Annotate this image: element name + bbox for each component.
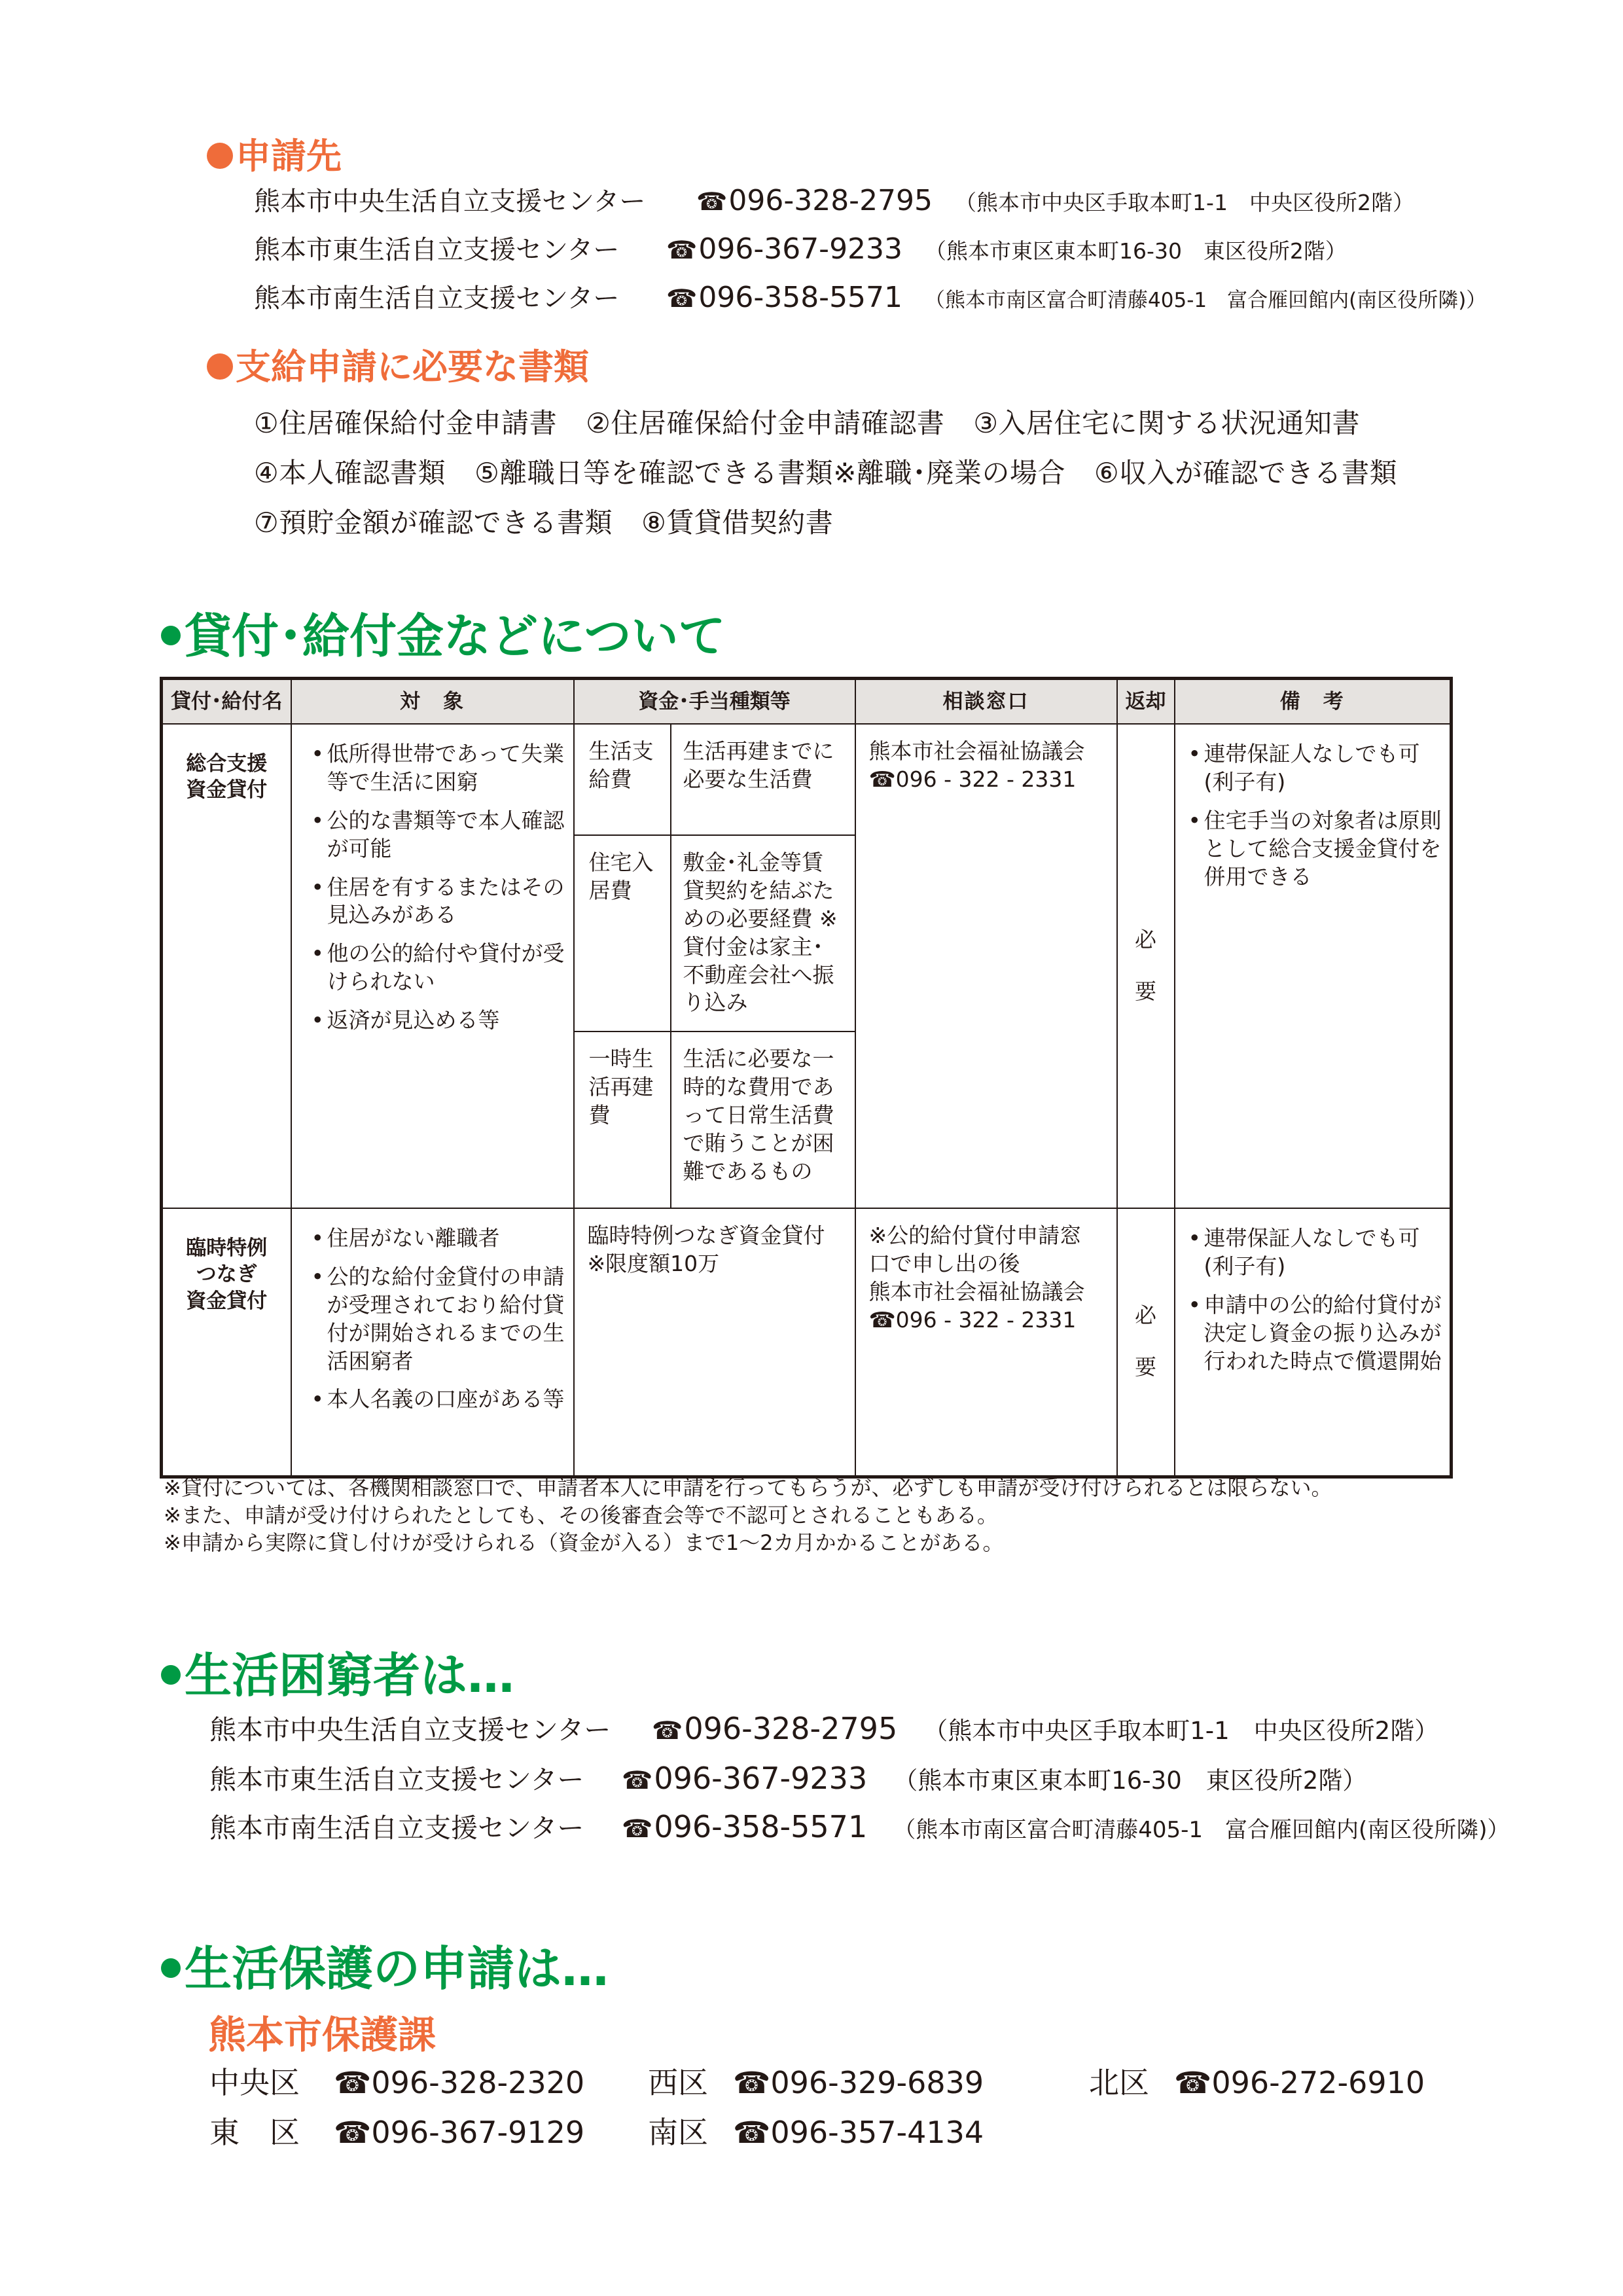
phone-icon: ☎ bbox=[652, 1716, 683, 1745]
phone-icon: ☎ bbox=[696, 187, 728, 216]
phone-icon: ☎ bbox=[334, 2065, 372, 2100]
phone-icon: ☎ bbox=[622, 1814, 653, 1843]
phone-icon: ☎ bbox=[868, 766, 896, 792]
list-item: • 公的な給付金貸付の申請が受理されており給付貸付が開始されるまでの生活困窮者 bbox=[312, 1263, 565, 1376]
table-row bbox=[162, 724, 1452, 835]
contact-cell: 熊本市社会福祉協議会 ☎096 - 322 - 2331 bbox=[855, 724, 1117, 1208]
loan-footnotes: ※貸付については、各機関相談窓口で、申請者本人に申請を行ってもらうが、必ずしも申請が受け付けられるとは限らない。 ※また、申請が受け付けられたとしても、その後審査会等で不認可とされることもある。 ※申請から実際に貸し付けが受けられる（資金が入る）まで1～2カ月かかることがある。 bbox=[164, 1475, 1332, 1556]
docs-line-2: ④本人確認書類 ⑤離職日等を確認できる書類※離職･廃業の場合 ⑥収入が確認できる書類 bbox=[254, 457, 1398, 489]
green-bullet-icon bbox=[161, 1665, 181, 1685]
fund-desc: 生活に必要な一時的な費用であって日常生活費で賄うことが困難であるもの bbox=[671, 1031, 855, 1208]
list-item: • 他の公的給付や貸付が受けられない bbox=[312, 940, 565, 996]
notes-cell bbox=[1175, 1208, 1452, 1477]
ward-contact: 南区 ☎096-357-4134 bbox=[648, 2115, 984, 2150]
green-bullet-icon bbox=[161, 626, 181, 645]
list-item: • 住居がない離職者 bbox=[312, 1225, 565, 1253]
orange-bullet-icon bbox=[207, 353, 233, 380]
docs-heading: 支給申請に必要な書類 bbox=[207, 339, 589, 389]
return-cell: 必 要 bbox=[1117, 724, 1175, 1208]
loan-heading: 貸付･給付金などについて bbox=[161, 598, 726, 666]
phone-icon: ☎ bbox=[733, 2065, 771, 2100]
return-cell: 必 要 bbox=[1117, 1208, 1175, 1477]
table-row bbox=[162, 1208, 1452, 1477]
ward-contact: 東 区 ☎096-367-9129 bbox=[209, 2115, 585, 2150]
orange-bullet-icon bbox=[207, 143, 233, 169]
green-bullet-icon bbox=[161, 1958, 181, 1978]
fund-cell: 臨時特例つなぎ資金貸付 ※限度額10万 bbox=[574, 1208, 855, 1477]
list-item: • 連帯保証人なしでも可(利子有) bbox=[1188, 1225, 1442, 1281]
ward-contact: 北区 ☎096-272-6910 bbox=[1089, 2065, 1425, 2100]
col-header: 相談窓口 bbox=[855, 679, 1117, 725]
apply-center-south: 熊本市南生活自立支援センター ☎096-358-5571 （熊本市南区富合町清藤405-1 富合雁回館内(南区役所隣)） bbox=[254, 281, 1487, 314]
list-item: • 申請中の公的給付貸付が決定し資金の振り込みが行われた時点で償還開始 bbox=[1188, 1291, 1442, 1376]
list-item: • 本人名義の口座がある等 bbox=[312, 1386, 565, 1414]
loan-name-cell: 総合支援 資金貸付 bbox=[162, 724, 291, 1208]
phone-icon: ☎ bbox=[622, 1766, 653, 1795]
docs-line-3: ⑦預貯金額が確認できる書類 ⑧賃貸借契約書 bbox=[254, 507, 834, 539]
ward-contact: 西区 ☎096-329-6839 bbox=[648, 2065, 984, 2100]
contact-cell: ※公的給付貸付申請窓 口で申し出の後 熊本市社会福祉協議会 ☎096 - 322 - 2331 bbox=[855, 1208, 1117, 1477]
col-header: 備 考 bbox=[1175, 679, 1452, 725]
apply-center-central: 熊本市中央生活自立支援センター ☎096-328-2795 （熊本市中央区手取本町1-1 中央区役所2階） bbox=[254, 184, 1414, 217]
docs-line-1: ①住居確保給付金申請書 ②住居確保給付金申請確認書 ③入居住宅に関する状況通知書 bbox=[254, 407, 1360, 439]
poverty-center-central: 熊本市中央生活自立支援センター ☎096-328-2795 （熊本市中央区手取本町1-1 中央区役所2階） bbox=[209, 1711, 1439, 1746]
list-item: • 返済が見込める等 bbox=[312, 1007, 565, 1035]
ward-contact: 中央区 ☎096-328-2320 bbox=[209, 2065, 585, 2100]
targets-cell bbox=[291, 1208, 574, 1477]
poverty-center-south: 熊本市南生活自立支援センター ☎096-358-5571 （熊本市南区富合町清藤405-1 富合雁回館内(南区役所隣)） bbox=[209, 1809, 1510, 1844]
apply-center-east: 熊本市東生活自立支援センター ☎096-367-9233 （熊本市東区東本町16-30 東区役所2階） bbox=[254, 232, 1347, 266]
list-item: • 低所得世帯であって失業等で生活に困窮 bbox=[312, 740, 565, 797]
table-header-row bbox=[162, 679, 1452, 725]
poverty-heading: 生活困窮者は… bbox=[161, 1638, 514, 1706]
apply-heading: 申請先 bbox=[207, 128, 342, 179]
phone-icon: ☎ bbox=[666, 236, 698, 264]
phone-icon: ☎ bbox=[733, 2115, 771, 2150]
list-item: • 住宅手当の対象者は原則として総合支援金貸付を併用できる bbox=[1188, 807, 1442, 891]
list-item: • 住居を有するまたはその見込みがある bbox=[312, 874, 565, 930]
fund-desc: 敷金･礼金等賃貸契約を結ぶための必要経費 ※貸付金は家主･不動産会社へ振り込み bbox=[671, 835, 855, 1031]
list-item: • 連帯保証人なしでも可(利子有) bbox=[1188, 740, 1442, 797]
loan-name-cell: 臨時特例 つなぎ 資金貸付 bbox=[162, 1208, 291, 1477]
list-item: • 公的な書類等で本人確認が可能 bbox=[312, 807, 565, 863]
col-header: 貸付･給付名 bbox=[162, 679, 291, 725]
targets-cell bbox=[291, 724, 574, 1208]
fund-type: 一時生活再建費 bbox=[574, 1031, 671, 1208]
phone-icon: ☎ bbox=[334, 2115, 372, 2150]
phone-icon: ☎ bbox=[868, 1306, 896, 1333]
fund-desc: 生活再建までに必要な生活費 bbox=[671, 724, 855, 835]
phone-icon: ☎ bbox=[666, 284, 698, 313]
fund-type: 生活支給費 bbox=[574, 724, 671, 835]
poverty-center-east: 熊本市東生活自立支援センター ☎096-367-9233 （熊本市東区東本町16-30 東区役所2階） bbox=[209, 1761, 1367, 1796]
col-header: 返却 bbox=[1117, 679, 1175, 725]
loan-table bbox=[160, 677, 1453, 1479]
welfare-office: 熊本市保護課 bbox=[208, 2013, 437, 2057]
welfare-heading: 生活保護の申請は… bbox=[161, 1931, 609, 1999]
col-header: 対 象 bbox=[291, 679, 574, 725]
fund-type: 住宅入居費 bbox=[574, 835, 671, 1031]
col-header: 資金･手当種類等 bbox=[574, 679, 855, 725]
phone-icon: ☎ bbox=[1174, 2065, 1212, 2100]
notes-cell bbox=[1175, 724, 1452, 1208]
